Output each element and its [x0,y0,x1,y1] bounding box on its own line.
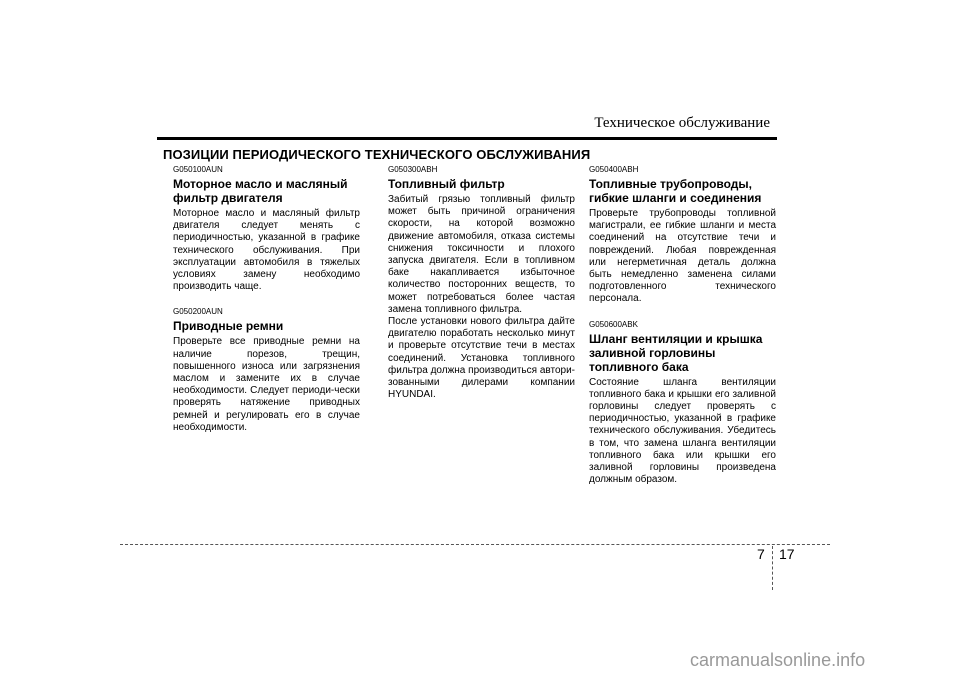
subsection-fuel-filter [388,165,575,401]
section-heading: Шланг вентиляции и крышка заливной горловины топливного бака [589,331,763,374]
column-2 [388,165,575,401]
section-code: G050200AUN [173,307,223,317]
subsection-fuel-lines [589,165,776,306]
footer-rule [120,544,830,545]
column-1 [173,165,360,434]
section-body: Моторное масло и масляный фильтр двигателя следует менять с периодичностью, указанной в графике технического обслуживания. При эксплуатации автомобиля в тяжелых условиях замену необходимо производить чаще. [173,208,360,293]
subsection-drive-belts [173,307,360,434]
section-code: G050400ABH [589,165,639,174]
header-rule [157,137,777,140]
section-body: Состояние шланга вентиляции топливного бака и крышки его заливной горловины следует проверять с периодичностью, указанной в графике технического обслуживания. Убедитесь в том, что замена шланга вентиляции топливного бака или крышки его заливной горловины произведена должным образом. [589,376,776,486]
page-number: 17 [779,546,795,562]
running-header: Техническое обслуживание [594,115,770,131]
section-body: Проверьте трубопроводы топливной магистрали, ее гибкие шланги и места соединений на отсутствие течи и повреждений. Любая поврежденная или негерметичная деталь должна быть немедленно заменена силами подготовленного технического персонала. [589,208,776,305]
section-heading: Приводные ремни [173,319,284,334]
subsection-vent-hose [589,320,776,487]
section-code: G050100AUN [173,165,223,174]
section-title: ПОЗИЦИИ ПЕРИОДИЧЕСКОГО ТЕХНИЧЕСКОГО ОБСЛУЖИВАНИЯ [163,147,591,162]
section-code: G050600ABK [589,319,638,329]
section-heading: Топливные трубопроводы, гибкие шланги и соединения [589,177,762,205]
chapter-number: 7 [757,546,765,562]
section-heading: Моторное масло и масляный фильтр двигателя [173,177,348,205]
section-body: Проверьте все приводные ремни на наличие порезов, трещин, повышенного износа или загрязнения маслом и замените их в случае необходимости. Следует периоди-чески проверять натяжение приводных ремней и регулировать его в случае необходимости. [173,336,360,433]
section-body: Забитый грязью топливный фильтр может быть причиной ограничения скорости, на которой возможно движение автомобиля, отказа системы снижения токсичности и плохого запуска двигателя. Если в топливном баке накапливается избыточное количество посторонних веществ, то может потребоваться более частая замена топливного фильтра. После установки нового фильтра дайте двигателю поработать несколько минут и проверьте отсутствие течи в местах соединений. Установка топливного фильтра должна производиться автори-зованными дилерами компании HYUNDAI. [388,194,575,401]
column-3 [589,165,776,486]
section-code: G050300ABH [388,165,438,174]
subsection-engine-oil [173,165,360,293]
page-number-separator [772,546,773,590]
section-heading: Топливный фильтр [388,177,505,191]
watermark: carmanualsonline.info [690,650,866,670]
